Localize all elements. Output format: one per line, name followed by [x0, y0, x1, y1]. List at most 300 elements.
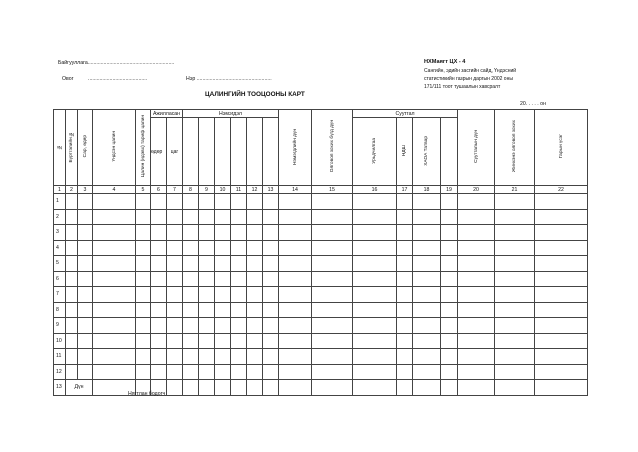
- col-header-add-4: [231, 118, 247, 186]
- table-cell[interactable]: [413, 349, 441, 365]
- row-number: 3: [54, 225, 66, 241]
- table-cell[interactable]: [279, 240, 312, 256]
- table-cell[interactable]: [231, 256, 247, 272]
- col-header-add-6: [263, 118, 279, 186]
- table-cell[interactable]: [495, 364, 535, 380]
- table-row: [54, 302, 588, 318]
- col-header-add-3: [215, 118, 231, 186]
- table-cell[interactable]: [167, 333, 183, 349]
- table-cell[interactable]: [353, 271, 397, 287]
- table-cell[interactable]: [279, 225, 312, 241]
- table-cell[interactable]: [312, 302, 353, 318]
- table-cell[interactable]: [215, 209, 231, 225]
- table-cell[interactable]: [93, 302, 136, 318]
- table-cell[interactable]: [247, 364, 263, 380]
- table-cell[interactable]: [312, 318, 353, 334]
- table-cell[interactable]: [215, 271, 231, 287]
- table-cell[interactable]: [312, 209, 353, 225]
- table-cell[interactable]: [183, 318, 199, 334]
- table-cell[interactable]: [66, 349, 78, 365]
- table-cell[interactable]: [199, 225, 215, 241]
- table-cell[interactable]: [93, 209, 136, 225]
- table-cell[interactable]: [215, 364, 231, 380]
- table-cell[interactable]: [151, 302, 167, 318]
- table-cell[interactable]: [231, 209, 247, 225]
- table-cell[interactable]: [247, 302, 263, 318]
- table-cell[interactable]: [78, 256, 93, 272]
- col-header-add-1: [183, 118, 199, 186]
- col-header-deduct-extra: [441, 118, 458, 186]
- table-cell[interactable]: [136, 333, 151, 349]
- col-header-base-salary: Үндсэн цалин: [93, 110, 136, 186]
- table-cell[interactable]: [441, 349, 458, 365]
- table-cell[interactable]: [231, 318, 247, 334]
- table-cell[interactable]: [535, 287, 588, 303]
- table-cell[interactable]: [231, 333, 247, 349]
- table-cell[interactable]: [183, 380, 199, 396]
- table-cell[interactable]: [458, 271, 495, 287]
- table-cell[interactable]: [279, 287, 312, 303]
- table-cell[interactable]: [458, 318, 495, 334]
- table-cell[interactable]: [397, 271, 413, 287]
- table-cell[interactable]: [458, 302, 495, 318]
- table-cell[interactable]: [413, 333, 441, 349]
- table-cell[interactable]: [279, 194, 312, 210]
- table-cell[interactable]: [136, 225, 151, 241]
- table-cell[interactable]: [413, 271, 441, 287]
- table-cell[interactable]: [215, 194, 231, 210]
- table-cell[interactable]: [247, 271, 263, 287]
- table-cell[interactable]: [353, 194, 397, 210]
- table-cell[interactable]: [66, 333, 78, 349]
- year-field: 20. . . . . он: [520, 101, 546, 107]
- table-cell[interactable]: [183, 349, 199, 365]
- col-header-deductions: Суутгал: [353, 110, 458, 118]
- table-cell[interactable]: [353, 333, 397, 349]
- table-cell[interactable]: [151, 240, 167, 256]
- approval-line-1: Сангийн, эдийн засгийн сайд, Үндэсний: [424, 68, 517, 74]
- table-cell[interactable]: [136, 364, 151, 380]
- table-row: [54, 364, 588, 380]
- name-field: Нэр ....................................................: [186, 76, 272, 82]
- table-cell[interactable]: [66, 240, 78, 256]
- table-cell[interactable]: [247, 333, 263, 349]
- table-cell[interactable]: [279, 302, 312, 318]
- table-cell[interactable]: [397, 256, 413, 272]
- table-cell[interactable]: [397, 225, 413, 241]
- table-cell[interactable]: [263, 194, 279, 210]
- table-cell[interactable]: [413, 209, 441, 225]
- table-cell[interactable]: [93, 333, 136, 349]
- organization-field: Байгууллага............................................................: [58, 60, 175, 66]
- table-cell[interactable]: [231, 271, 247, 287]
- table-cell[interactable]: [495, 240, 535, 256]
- table-cell[interactable]: [458, 240, 495, 256]
- table-cell[interactable]: [151, 349, 167, 365]
- table-cell[interactable]: [413, 194, 441, 210]
- table-cell[interactable]: [199, 380, 215, 396]
- table-cell[interactable]: [495, 256, 535, 272]
- column-number: 5: [136, 186, 151, 194]
- table-cell[interactable]: [231, 225, 247, 241]
- table-cell[interactable]: [279, 318, 312, 334]
- table-cell[interactable]: [78, 194, 93, 210]
- table-cell[interactable]: [413, 302, 441, 318]
- table-cell[interactable]: [93, 271, 136, 287]
- table-cell[interactable]: [312, 287, 353, 303]
- table-cell[interactable]: [151, 333, 167, 349]
- table-cell[interactable]: [93, 287, 136, 303]
- table-cell[interactable]: [167, 194, 183, 210]
- table-cell[interactable]: [312, 225, 353, 241]
- table-cell[interactable]: [93, 318, 136, 334]
- table-cell[interactable]: [495, 271, 535, 287]
- table-cell[interactable]: [66, 364, 78, 380]
- table-cell[interactable]: [66, 302, 78, 318]
- total-label: Дүн: [66, 380, 93, 396]
- table-cell[interactable]: [215, 240, 231, 256]
- table-cell[interactable]: [183, 333, 199, 349]
- table-cell[interactable]: [231, 240, 247, 256]
- table-cell[interactable]: [136, 318, 151, 334]
- table-cell[interactable]: [247, 318, 263, 334]
- table-cell[interactable]: [397, 364, 413, 380]
- table-cell[interactable]: [93, 256, 136, 272]
- table-cell[interactable]: [397, 333, 413, 349]
- table-cell[interactable]: [312, 256, 353, 272]
- table-cell[interactable]: [247, 287, 263, 303]
- table-cell[interactable]: [215, 349, 231, 365]
- table-cell[interactable]: [495, 209, 535, 225]
- table-cell[interactable]: [263, 380, 279, 396]
- accountant-signature: Нягтлан бодогч: [128, 391, 166, 397]
- table-cell[interactable]: [136, 287, 151, 303]
- table-cell[interactable]: [151, 287, 167, 303]
- table-cell[interactable]: [93, 225, 136, 241]
- table-cell[interactable]: [495, 349, 535, 365]
- table-cell[interactable]: [353, 225, 397, 241]
- table-cell[interactable]: [535, 349, 588, 365]
- table-cell[interactable]: [199, 271, 215, 287]
- table-cell[interactable]: [93, 194, 136, 210]
- table-cell[interactable]: [66, 209, 78, 225]
- table-cell[interactable]: [279, 333, 312, 349]
- table-row: [54, 333, 588, 349]
- table-cell[interactable]: [413, 240, 441, 256]
- table-cell[interactable]: [312, 240, 353, 256]
- table-cell[interactable]: [183, 209, 199, 225]
- table-cell[interactable]: [167, 349, 183, 365]
- table-cell[interactable]: [78, 349, 93, 365]
- table-cell[interactable]: [458, 225, 495, 241]
- table-cell[interactable]: [413, 287, 441, 303]
- table-cell[interactable]: [279, 256, 312, 272]
- table-cell[interactable]: [167, 302, 183, 318]
- table-cell[interactable]: [263, 271, 279, 287]
- table-cell[interactable]: [66, 194, 78, 210]
- table-cell[interactable]: [495, 302, 535, 318]
- table-cell[interactable]: [312, 194, 353, 210]
- table-cell[interactable]: [66, 287, 78, 303]
- table-cell[interactable]: [535, 380, 588, 396]
- table-cell[interactable]: [397, 209, 413, 225]
- table-cell[interactable]: [199, 287, 215, 303]
- table-cell[interactable]: [441, 271, 458, 287]
- table-cell[interactable]: [353, 349, 397, 365]
- table-cell[interactable]: [167, 256, 183, 272]
- table-cell[interactable]: [167, 364, 183, 380]
- table-cell[interactable]: [353, 364, 397, 380]
- table-cell[interactable]: [397, 194, 413, 210]
- column-number: 14: [279, 186, 312, 194]
- table-cell[interactable]: [441, 209, 458, 225]
- table-cell[interactable]: [413, 318, 441, 334]
- table-cell[interactable]: [263, 256, 279, 272]
- table-cell[interactable]: [458, 380, 495, 396]
- table-cell[interactable]: [458, 194, 495, 210]
- table-cell[interactable]: [199, 333, 215, 349]
- table-cell[interactable]: [151, 318, 167, 334]
- table-cell[interactable]: [413, 380, 441, 396]
- table-cell[interactable]: [167, 209, 183, 225]
- table-cell[interactable]: [441, 364, 458, 380]
- table-cell[interactable]: [93, 364, 136, 380]
- table-cell[interactable]: [413, 225, 441, 241]
- table-cell[interactable]: [199, 318, 215, 334]
- table-cell[interactable]: [231, 349, 247, 365]
- table-cell[interactable]: [441, 256, 458, 272]
- table-cell[interactable]: [413, 364, 441, 380]
- table-cell[interactable]: [263, 240, 279, 256]
- table-cell[interactable]: [199, 349, 215, 365]
- table-cell[interactable]: [78, 333, 93, 349]
- table-cell[interactable]: [279, 271, 312, 287]
- table-cell[interactable]: [441, 194, 458, 210]
- table-cell[interactable]: [167, 271, 183, 287]
- table-cell[interactable]: [413, 256, 441, 272]
- table-cell[interactable]: [247, 256, 263, 272]
- table-cell[interactable]: [136, 349, 151, 365]
- column-number: 21: [495, 186, 535, 194]
- table-cell[interactable]: [279, 349, 312, 365]
- table-cell[interactable]: [397, 302, 413, 318]
- table-cell[interactable]: [441, 240, 458, 256]
- table-cell[interactable]: [495, 225, 535, 241]
- table-cell[interactable]: [151, 256, 167, 272]
- table-cell[interactable]: [495, 380, 535, 396]
- surname-label: Овог: [62, 76, 74, 82]
- table-cell[interactable]: [458, 364, 495, 380]
- table-cell[interactable]: [441, 333, 458, 349]
- table-cell[interactable]: [458, 256, 495, 272]
- table-cell[interactable]: [231, 364, 247, 380]
- table-cell[interactable]: [535, 318, 588, 334]
- table-cell[interactable]: [247, 240, 263, 256]
- table-cell[interactable]: [167, 240, 183, 256]
- table-cell[interactable]: [535, 364, 588, 380]
- table-cell[interactable]: [183, 225, 199, 241]
- table-cell[interactable]: [215, 318, 231, 334]
- table-cell[interactable]: [78, 287, 93, 303]
- table-cell[interactable]: [312, 380, 353, 396]
- table-cell[interactable]: [151, 364, 167, 380]
- row-number: 12: [54, 364, 66, 380]
- table-cell[interactable]: [66, 318, 78, 334]
- table-cell[interactable]: [183, 364, 199, 380]
- table-cell[interactable]: [167, 287, 183, 303]
- table-cell[interactable]: [199, 364, 215, 380]
- table-cell[interactable]: [231, 380, 247, 396]
- table-cell[interactable]: [535, 256, 588, 272]
- table-cell[interactable]: [441, 380, 458, 396]
- table-cell[interactable]: [183, 271, 199, 287]
- table-cell[interactable]: [458, 333, 495, 349]
- table-cell[interactable]: [312, 271, 353, 287]
- table-cell[interactable]: [441, 318, 458, 334]
- table-cell[interactable]: [312, 364, 353, 380]
- table-cell[interactable]: [397, 349, 413, 365]
- table-cell[interactable]: [535, 194, 588, 210]
- table-cell[interactable]: [66, 271, 78, 287]
- table-cell[interactable]: [535, 240, 588, 256]
- table-cell[interactable]: [136, 240, 151, 256]
- column-number: 15: [312, 186, 353, 194]
- table-cell[interactable]: [535, 225, 588, 241]
- table-cell[interactable]: [78, 271, 93, 287]
- table-cell[interactable]: [397, 287, 413, 303]
- table-cell[interactable]: [312, 349, 353, 365]
- table-cell[interactable]: [231, 287, 247, 303]
- table-cell[interactable]: [151, 209, 167, 225]
- table-cell[interactable]: [263, 287, 279, 303]
- table-cell[interactable]: [263, 225, 279, 241]
- table-cell[interactable]: [247, 194, 263, 210]
- table-cell[interactable]: [458, 209, 495, 225]
- column-number: 8: [183, 186, 199, 194]
- table-cell[interactable]: [397, 318, 413, 334]
- col-header-signature: Гарын үсэг: [535, 110, 588, 186]
- table-cell[interactable]: [353, 256, 397, 272]
- table-cell[interactable]: [353, 302, 397, 318]
- table-cell[interactable]: [231, 302, 247, 318]
- table-cell[interactable]: [215, 256, 231, 272]
- table-cell[interactable]: [167, 380, 183, 396]
- table-cell[interactable]: [78, 225, 93, 241]
- table-cell[interactable]: [136, 209, 151, 225]
- table-cell[interactable]: [136, 194, 151, 210]
- table-cell[interactable]: [353, 209, 397, 225]
- table-cell[interactable]: [151, 271, 167, 287]
- table-cell[interactable]: [78, 302, 93, 318]
- col-header-addition-total: Нэмэгдлийн дүн: [279, 110, 312, 186]
- table-cell[interactable]: [183, 256, 199, 272]
- table-cell[interactable]: [353, 380, 397, 396]
- table-cell[interactable]: [199, 256, 215, 272]
- table-cell[interactable]: [93, 240, 136, 256]
- table-cell[interactable]: [93, 349, 136, 365]
- table-row: [54, 271, 588, 287]
- table-cell[interactable]: [441, 302, 458, 318]
- table-cell[interactable]: [151, 194, 167, 210]
- col-header-advance: Урьдчилгаа: [353, 118, 397, 186]
- table-cell[interactable]: [78, 318, 93, 334]
- table-cell[interactable]: [495, 318, 535, 334]
- table-cell[interactable]: [66, 225, 78, 241]
- table-cell[interactable]: [535, 302, 588, 318]
- table-cell[interactable]: [183, 194, 199, 210]
- column-number: 3: [78, 186, 93, 194]
- table-cell[interactable]: [66, 256, 78, 272]
- table-cell[interactable]: [183, 302, 199, 318]
- table-cell[interactable]: [495, 287, 535, 303]
- table-cell[interactable]: [199, 240, 215, 256]
- table-cell[interactable]: [279, 364, 312, 380]
- table-cell[interactable]: [167, 318, 183, 334]
- table-cell[interactable]: [247, 349, 263, 365]
- table-cell[interactable]: [279, 380, 312, 396]
- table-cell[interactable]: [247, 225, 263, 241]
- table-cell[interactable]: [215, 333, 231, 349]
- table-cell[interactable]: [458, 287, 495, 303]
- table-cell[interactable]: [78, 209, 93, 225]
- table-cell[interactable]: [215, 225, 231, 241]
- table-cell[interactable]: [151, 225, 167, 241]
- table-cell[interactable]: [535, 209, 588, 225]
- table-cell[interactable]: [231, 194, 247, 210]
- table-cell[interactable]: [495, 333, 535, 349]
- table-cell[interactable]: [263, 349, 279, 365]
- table-cell[interactable]: [353, 318, 397, 334]
- table-cell[interactable]: [458, 349, 495, 365]
- table-cell[interactable]: [136, 271, 151, 287]
- table-cell[interactable]: [215, 287, 231, 303]
- table-cell[interactable]: [495, 194, 535, 210]
- table-cell[interactable]: [263, 302, 279, 318]
- table-cell[interactable]: [353, 240, 397, 256]
- table-cell[interactable]: [279, 209, 312, 225]
- table-cell[interactable]: [535, 333, 588, 349]
- table-cell[interactable]: [78, 364, 93, 380]
- table-cell[interactable]: [247, 209, 263, 225]
- table-cell[interactable]: [215, 302, 231, 318]
- table-cell[interactable]: [263, 364, 279, 380]
- table-cell[interactable]: [199, 194, 215, 210]
- table-cell[interactable]: [263, 318, 279, 334]
- table-cell[interactable]: [312, 333, 353, 349]
- table-cell[interactable]: [136, 302, 151, 318]
- table-cell[interactable]: [78, 240, 93, 256]
- table-cell[interactable]: [441, 287, 458, 303]
- table-cell[interactable]: [183, 240, 199, 256]
- table-cell[interactable]: [167, 225, 183, 241]
- table-cell[interactable]: [397, 240, 413, 256]
- table-cell[interactable]: [215, 380, 231, 396]
- table-cell[interactable]: [263, 333, 279, 349]
- table-cell[interactable]: [535, 271, 588, 287]
- col-header-income-tax: ХАОА Татвар: [413, 118, 441, 186]
- table-cell[interactable]: [136, 256, 151, 272]
- table-cell[interactable]: [199, 209, 215, 225]
- column-number: 10: [215, 186, 231, 194]
- table-cell[interactable]: [263, 209, 279, 225]
- table-cell[interactable]: [247, 380, 263, 396]
- table-cell[interactable]: [199, 302, 215, 318]
- table-cell[interactable]: [353, 287, 397, 303]
- table-cell[interactable]: [397, 380, 413, 396]
- row-number: 2: [54, 209, 66, 225]
- table-cell[interactable]: [183, 287, 199, 303]
- table-cell[interactable]: [441, 225, 458, 241]
